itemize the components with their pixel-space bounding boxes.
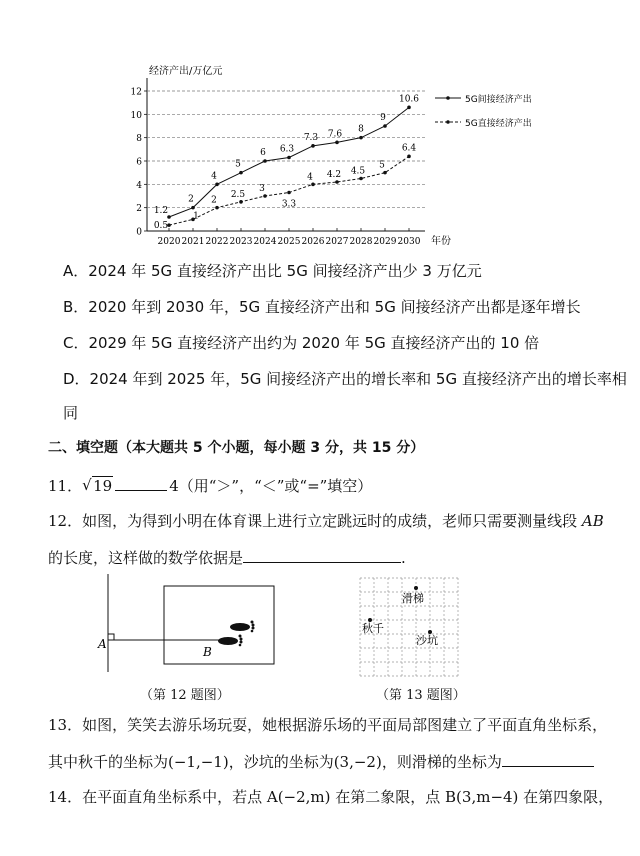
x-tick-label: 2022 bbox=[205, 237, 229, 247]
x-tick-label: 2029 bbox=[373, 237, 397, 247]
q11-radicand: 19 bbox=[93, 477, 113, 495]
footprints-icon bbox=[218, 621, 255, 647]
legend bbox=[435, 93, 532, 129]
legend-indirect: 5G间接经济产出 bbox=[465, 95, 532, 105]
data-point bbox=[215, 183, 219, 187]
figure-12 bbox=[96, 572, 286, 677]
data-point bbox=[359, 136, 363, 140]
legend-direct: 5G直接经济产出 bbox=[465, 119, 532, 129]
question-13-line1: 13．如图，笑笑去游乐场玩耍，她根据游乐场的平面局部图建立了平面直角坐标系， bbox=[48, 716, 608, 734]
y-tick-label: 8 bbox=[136, 134, 142, 145]
data-point bbox=[383, 171, 387, 175]
option-d-line2: 同 bbox=[63, 404, 79, 422]
q11-tail: 4（用“＞”，“＜”或“=”填空） bbox=[169, 477, 373, 495]
q11-number: 11． bbox=[48, 477, 83, 495]
data-label: 5 bbox=[235, 159, 241, 170]
data-label: 7.3 bbox=[303, 132, 319, 143]
x-tick-label: 2020 bbox=[157, 237, 181, 247]
y-tick-label: 12 bbox=[130, 87, 142, 98]
y-tick-label: 0 bbox=[136, 227, 142, 238]
data-point bbox=[335, 180, 339, 184]
data-point bbox=[383, 124, 387, 128]
q13-text2: 其中秋千的坐标为(−1,−1)，沙坑的坐标为(3,−2)，则滑梯的坐标为 bbox=[48, 753, 502, 771]
section-heading: 二、填空题（本大题共 5 个小题，每小题 3 分，共 15 分） bbox=[48, 440, 425, 456]
data-point bbox=[311, 144, 315, 148]
data-label: 2.5 bbox=[230, 189, 246, 200]
question-14-line1: 14．在平面直角坐标系中，若点 A(−2,m) 在第二象限，点 B(3,m−4) 在第四象限， bbox=[48, 788, 614, 806]
data-point bbox=[263, 159, 267, 163]
data-label: 3.3 bbox=[281, 199, 297, 210]
data-label: 2 bbox=[188, 194, 194, 205]
y-tick-label: 2 bbox=[136, 204, 142, 215]
x-tick-label: 2027 bbox=[325, 237, 349, 247]
data-label: 4 bbox=[307, 172, 313, 183]
q12-text1: 12．如图，为得到小明在体育课上进行立定跳远时的成绩，老师只需要测量线段 bbox=[48, 512, 578, 530]
sandpit-label: 沙坑 bbox=[416, 634, 438, 647]
data-label: 9 bbox=[380, 113, 386, 123]
option-b: B．2020 年到 2030 年，5G 直接经济产出和 5G 间接经济产出都是逐年增长 bbox=[63, 298, 581, 316]
question-12-line2 bbox=[48, 546, 406, 569]
radical-sign: √ bbox=[82, 476, 92, 494]
q13-answer-blank[interactable] bbox=[502, 750, 594, 767]
data-point bbox=[359, 177, 363, 181]
data-label: 1.2 bbox=[153, 206, 169, 216]
y-tick-labels bbox=[131, 88, 147, 238]
data-label: 0.5 bbox=[153, 221, 169, 232]
data-label: 2 bbox=[211, 195, 217, 206]
x-tick-label: 2028 bbox=[349, 237, 373, 247]
y-tick-label: 10 bbox=[130, 110, 142, 121]
x-tick-label: 2026 bbox=[301, 237, 325, 247]
series-direct bbox=[154, 143, 417, 231]
slide-point bbox=[414, 586, 418, 590]
y-axis-label: 经济产出/万亿元 bbox=[149, 66, 223, 77]
data-label: 6 bbox=[260, 148, 266, 158]
data-label: 4 bbox=[211, 171, 217, 182]
point-a-label: A bbox=[98, 637, 107, 651]
figure-13 bbox=[356, 574, 466, 678]
data-label: 7.6 bbox=[327, 129, 343, 140]
x-axis-label: 年份 bbox=[431, 236, 451, 247]
data-label: 4.5 bbox=[350, 166, 366, 177]
data-point bbox=[191, 206, 195, 210]
slide-label: 滑梯 bbox=[402, 592, 424, 605]
data-label: 1 bbox=[193, 211, 199, 222]
x-tick-label: 2025 bbox=[277, 237, 301, 247]
data-point bbox=[239, 171, 243, 175]
q12-end: . bbox=[401, 549, 406, 567]
data-label: 8 bbox=[358, 124, 364, 135]
data-label: 4.2 bbox=[326, 170, 342, 180]
data-point bbox=[263, 194, 267, 198]
x-tick-label: 2023 bbox=[229, 237, 253, 247]
data-point bbox=[239, 200, 243, 204]
data-point bbox=[215, 206, 219, 210]
q12-text2: 的长度，这样做的数学依据是 bbox=[48, 549, 244, 567]
point-b-label: B bbox=[203, 645, 212, 659]
figure-13-caption: （第 13 题图） bbox=[376, 688, 466, 703]
data-label: 5 bbox=[379, 160, 385, 171]
data-point bbox=[407, 106, 411, 110]
data-label: 3 bbox=[259, 184, 265, 194]
x-tick-label: 2021 bbox=[181, 237, 205, 247]
q12-segment: AB bbox=[581, 512, 604, 530]
data-label: 6.4 bbox=[401, 143, 417, 154]
data-label: 10.6 bbox=[398, 94, 420, 105]
question-13-line2 bbox=[48, 750, 594, 773]
question-12-line1 bbox=[48, 510, 604, 532]
y-tick-label: 4 bbox=[136, 180, 142, 191]
y-tick-label: 6 bbox=[136, 157, 142, 168]
line-chart bbox=[125, 58, 545, 248]
option-c: C．2029 年 5G 直接经济产出约为 2020 年 5G 直接经济产出的 10 倍 bbox=[63, 334, 540, 352]
option-d-line1: D．2024 年到 2025 年，5G 间接经济产出的增长率和 5G 直接经济产出的增长率相 bbox=[63, 370, 627, 388]
data-point bbox=[287, 191, 291, 195]
swing-label: 秋千 bbox=[362, 622, 384, 635]
q11-answer-blank[interactable] bbox=[115, 474, 167, 491]
question-11 bbox=[48, 474, 372, 497]
x-tick-label: 2030 bbox=[397, 237, 421, 247]
data-point bbox=[407, 155, 411, 159]
data-point bbox=[335, 141, 339, 145]
q12-answer-blank[interactable] bbox=[243, 546, 401, 563]
option-a: A．2024 年 5G 直接经济产出比 5G 间接经济产出少 3 万亿元 bbox=[63, 262, 482, 280]
figure-12-caption: （第 12 题图） bbox=[140, 688, 230, 703]
data-point bbox=[311, 183, 315, 187]
data-point bbox=[287, 156, 291, 160]
sqrt-expression bbox=[82, 475, 113, 497]
data-label: 6.3 bbox=[279, 144, 295, 155]
x-tick-label: 2024 bbox=[253, 237, 277, 247]
